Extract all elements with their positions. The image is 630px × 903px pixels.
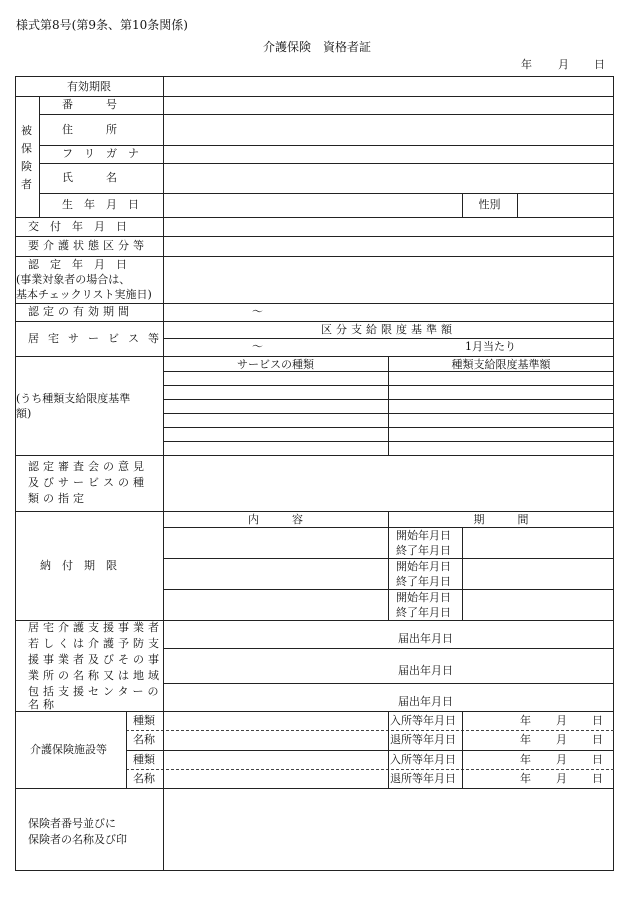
form-number: 様式第8号(第9条、第10条関係)	[16, 18, 188, 32]
cert-date-label: 認 定 年 月 日	[28, 258, 127, 271]
number-label: 番 号	[62, 98, 117, 111]
admission-month-2: 月	[556, 753, 567, 766]
admission-year-1: 年	[520, 714, 531, 727]
cert-period-label: 認定の有効期間	[28, 305, 133, 318]
birthdate-label: 生 年 月 日	[62, 198, 139, 211]
limit-standard-label: 区分支給限度基準額	[321, 323, 456, 336]
admission-date-label-1: 入所等年月日	[390, 714, 456, 727]
facility-type-label-1: 種類	[133, 714, 155, 727]
review-opinion-line-2: 及びサービスの種	[28, 476, 148, 489]
review-opinion-line-3: 類の指定	[28, 492, 88, 505]
insurer-label-line-1: 保険者番号並びに	[28, 817, 116, 830]
header-day-label: 日	[594, 58, 605, 71]
admission-month-1: 月	[556, 714, 567, 727]
cert-period-tilde: ～	[252, 305, 263, 318]
facility-name-label-1: 名称	[133, 733, 155, 746]
care-level-label: 要介護状態区分等	[28, 239, 148, 252]
start-date-label-3: 開始年月日	[396, 591, 451, 604]
issue-date-label: 交 付 年 月 日	[28, 220, 127, 233]
discharge-year-2: 年	[520, 772, 531, 785]
type-limit-label-1: (うち種類支給限度基準	[16, 392, 131, 405]
care-support-line-3: 援事業者及びその事	[28, 653, 163, 666]
facility-label: 介護保険施設等	[30, 743, 107, 756]
home-service-label: 居宅サービス等	[28, 332, 168, 345]
insured-label-char-2: 保	[21, 142, 32, 155]
discharge-year-1: 年	[520, 733, 531, 746]
discharge-date-label-2: 退所等年月日	[390, 772, 456, 785]
address-label: 住 所	[62, 123, 117, 136]
admission-day-1: 日	[592, 714, 603, 727]
review-opinion-line-1: 認定審査会の意見	[28, 460, 148, 473]
payment-limit-label: 納 付 期 限	[40, 559, 117, 572]
document-title: 介護保険 資格者証	[263, 40, 372, 54]
discharge-month-1: 月	[556, 733, 567, 746]
cert-date-note-1: (事業対象者の場合は、	[16, 273, 131, 286]
name-label: 氏 名	[62, 171, 117, 184]
per-month-label: 1月当たり	[465, 340, 516, 353]
end-date-label-3: 終了年月日	[396, 606, 451, 619]
cert-date-note-2: 基本チェックリスト実施日)	[16, 288, 152, 301]
limit-standard-tilde: ～	[252, 340, 263, 353]
care-support-line-1: 居宅介護支援事業者	[28, 621, 163, 634]
validity-label: 有効期限	[67, 80, 111, 93]
notified-date-label-2: 届出年月日	[398, 664, 453, 677]
header-month-label: 月	[558, 58, 569, 71]
period-header: 期 間	[473, 513, 529, 526]
discharge-day-2: 日	[592, 772, 603, 785]
sex-label: 性別	[478, 198, 501, 211]
end-date-label-1: 終了年月日	[396, 544, 451, 557]
header-year-label: 年	[521, 58, 532, 71]
discharge-date-label-1: 退所等年月日	[390, 733, 456, 746]
admission-year-2: 年	[520, 753, 531, 766]
facility-name-label-2: 名称	[133, 772, 155, 785]
facility-type-label-2: 種類	[133, 753, 155, 766]
notified-date-label-1: 届出年月日	[398, 632, 453, 645]
type-limit-header: 種類支給限度基準額	[451, 358, 551, 371]
discharge-month-2: 月	[556, 772, 567, 785]
care-support-line-2: 若しくは介護予防支	[28, 637, 163, 650]
insured-label-char-1: 被	[21, 124, 32, 137]
start-date-label-2: 開始年月日	[396, 560, 451, 573]
insured-label-char-3: 険	[21, 160, 32, 173]
start-date-label-1: 開始年月日	[396, 529, 451, 542]
end-date-label-2: 終了年月日	[396, 575, 451, 588]
insured-label-char-4: 者	[21, 178, 32, 191]
service-type-header: サービスの種類	[237, 358, 314, 371]
type-limit-label-2: 額)	[16, 407, 32, 420]
insurer-label-line-2: 保険者の名称及び印	[28, 833, 127, 846]
discharge-day-1: 日	[592, 733, 603, 746]
notified-date-label-3: 届出年月日	[398, 695, 453, 708]
care-support-line-5: 包括支援センターの	[28, 685, 163, 698]
admission-day-2: 日	[592, 753, 603, 766]
admission-date-label-2: 入所等年月日	[390, 753, 456, 766]
content-header: 内 容	[248, 513, 303, 526]
care-support-line-4: 業所の名称又は地域	[28, 669, 163, 682]
care-support-line-6: 名称	[28, 698, 58, 711]
furigana-label: フ リ ガ ナ	[62, 147, 139, 160]
